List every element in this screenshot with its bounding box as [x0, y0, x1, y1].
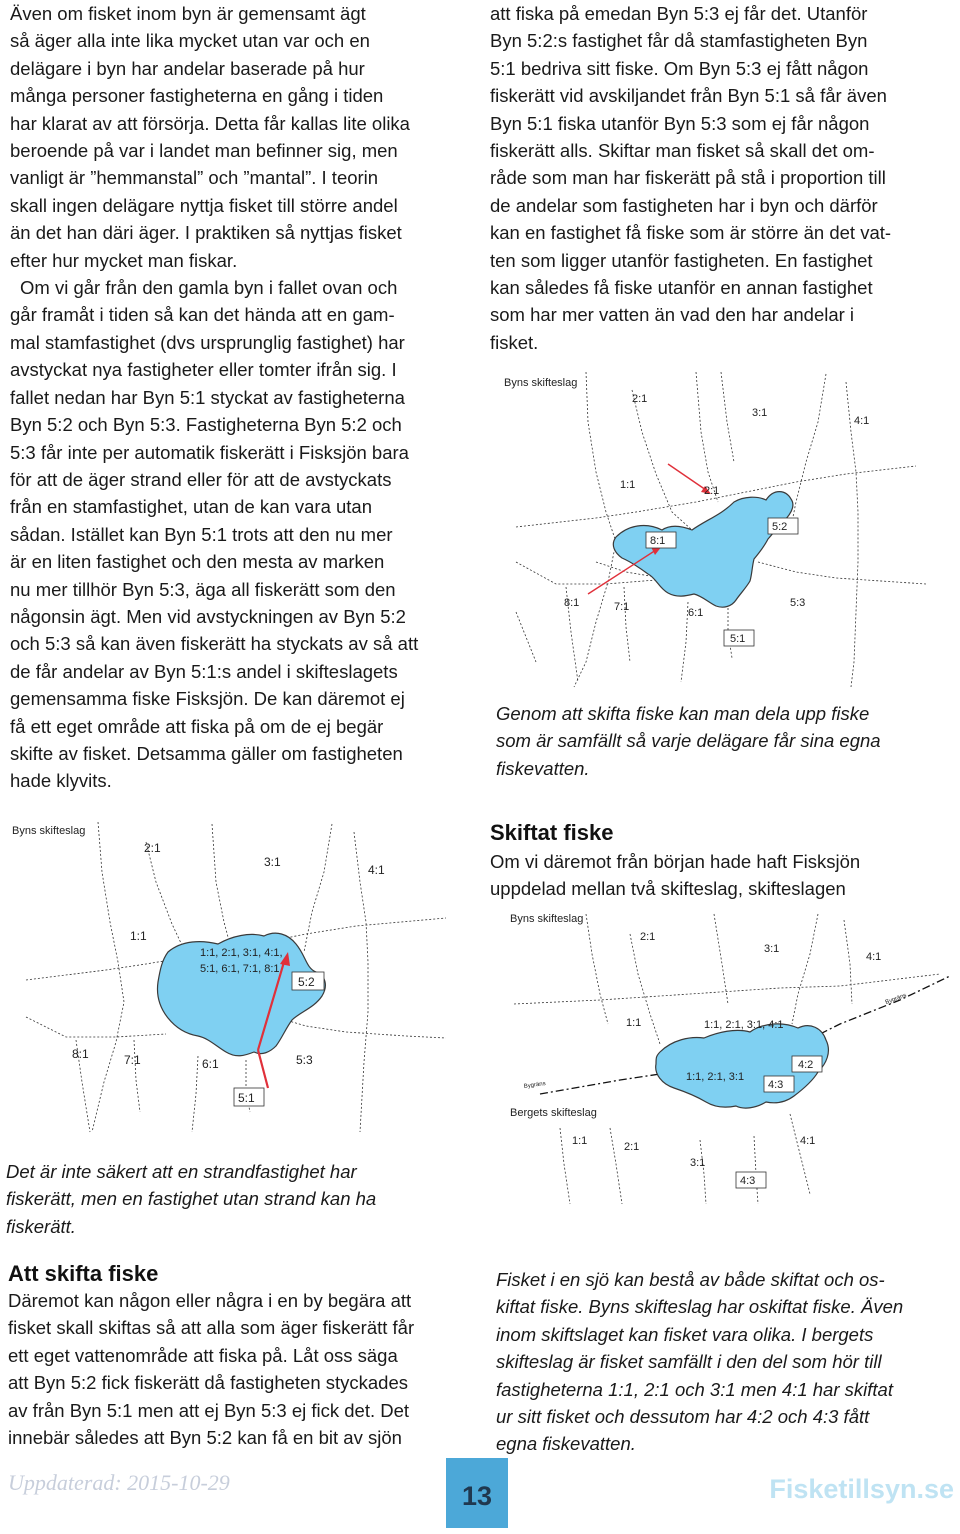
section-heading: Skiftat fiske	[490, 820, 614, 845]
right-line: kan således få fiske utanför en annan fastighet	[490, 277, 873, 299]
left-line: nu mer tillhör Byn 5:3, äga all fiskerätt som den	[10, 578, 396, 600]
right-line: Byn 5:2:s fastighet får då stamfastigheten Byn	[490, 30, 868, 52]
updated-date: Uppdaterad: 2015-10-29	[8, 1470, 230, 1495]
parcel-label: 2:1	[624, 1141, 640, 1153]
left-line: från en stamfastighet, utan de kan vara utan	[10, 496, 373, 518]
caption-line: Fisket i en sjö kan bestå av både skiftat och os-	[496, 1269, 885, 1290]
parcel-label: 4:2	[798, 1059, 814, 1071]
right-line: fiskerätt alls. Skiftar man fisket så skall det om-	[490, 140, 875, 162]
section-body	[490, 848, 952, 903]
parcel-label: 6:1	[688, 607, 704, 619]
caption-line: inom skiftslaget kan fisket vara olika. I bergets	[496, 1323, 874, 1345]
caption-line: fiskevatten.	[496, 757, 590, 779]
arrow-line	[668, 464, 706, 490]
left-line: sådan. Istället kan Byn 5:1 trots att den nu mer	[10, 523, 393, 545]
parcel-label: 4:3	[740, 1175, 756, 1187]
map-diagram	[500, 904, 955, 1204]
caption-bottom-right	[496, 1266, 956, 1458]
body-line: Om vi däremot från början hade haft Fisksjön	[490, 851, 861, 872]
diagram-title: Bergets skifteslag	[510, 1107, 597, 1119]
parcel-label: 3:1	[690, 1157, 706, 1169]
left-line: Även om fisket inom byn är gemensamt ägt	[10, 3, 366, 24]
parcel-label: 5:1	[730, 633, 746, 645]
diagram-title: Byns skifteslag	[510, 913, 584, 925]
parcel-label: 5:2	[772, 521, 788, 533]
figure-top-right	[496, 362, 956, 687]
right-line: att fiska på emedan Byn 5:3 ej får det. Utanför	[490, 3, 868, 24]
diagram-title: Byns skifteslag	[12, 825, 86, 837]
parcel-label: 1:1	[626, 1017, 642, 1029]
figure-bottom-right	[500, 904, 955, 1204]
body-line: av från Byn 5:1 men att ej Byn 5:3 ej fick det. Det	[8, 1399, 410, 1421]
caption-line: som är samfällt så varje delägare får sina egna	[496, 730, 881, 752]
caption-top-right	[496, 700, 956, 782]
left-line: många personer fastigheterna en gång i tiden	[10, 85, 384, 107]
right-line: som har mer vatten än vad den har andelar i	[490, 304, 855, 326]
parcel-label: 8:1	[564, 597, 580, 609]
parcel-label: 2:1	[640, 931, 656, 943]
parcel-label: 1:1, 2:1, 3:1, 4:1	[704, 1019, 784, 1031]
caption-line: ur sitt fisket och dessutom har 4:2 och 4:3 fått	[496, 1406, 870, 1428]
left-line: 5:3 får inte per automatik fiskerätt i Fisksjön bara	[10, 441, 409, 463]
body-line: uppdelad mellan två skifteslag, skifteslagen	[490, 878, 846, 900]
left-line: mal stamfastighet (dvs ursprunglig fastighet) har	[10, 331, 405, 353]
left-line: hade klyvits.	[10, 770, 112, 792]
caption-line: egna fiskevatten.	[496, 1433, 636, 1455]
right-line: fiskerätt vid avskiljandet från Byn 5:1 så får även	[490, 85, 887, 107]
body-line: ett eget vattenområde att fiska på. Låt oss säga	[8, 1344, 398, 1366]
left-line: vanligt är ”hemmanstal” och ”mantal”. I teorin	[10, 167, 379, 189]
left-line: Om vi går från den gamla byn i fallet ovan och	[20, 277, 398, 299]
left-line: Byn 5:2 och Byn 5:3. Fastigheterna Byn 5:2 och	[10, 414, 402, 436]
left-line: fallet nedan har Byn 5:1 styckat av fastigheterna	[10, 386, 405, 408]
right-column-text	[490, 0, 950, 356]
parcel-label: 5:2	[298, 975, 315, 989]
right-line: 5:1 bedriva sitt fiske. Om Byn 5:3 ej fått någon	[490, 57, 869, 79]
parcel-label: 3:1	[264, 855, 281, 869]
parcel-label: 1:1, 2:1, 3:1, 4:1,	[200, 947, 283, 959]
page-number: 13	[446, 1458, 508, 1528]
left-line: skall ingen delägare nyttja fisket till större andel	[10, 194, 398, 216]
caption-line: fiskerätt.	[6, 1215, 76, 1237]
caption-line: fiskerätt, men en fastighet utan strand kan ha	[6, 1188, 377, 1210]
parcel-label: 4:1	[854, 415, 870, 427]
caption-line: Genom att skifta fiske kan man dela upp fiske	[496, 703, 870, 724]
boundary-label: Bygräns	[523, 1080, 547, 1090]
left-line: för att de äger strand eller för att de avstyckats	[10, 468, 392, 490]
parcel-label: 1:1	[620, 479, 636, 491]
parcel-label: 1:1	[130, 929, 147, 943]
map-diagram	[496, 362, 956, 687]
right-line: de andelar som fastigheten har i byn och därför	[490, 194, 878, 216]
caption-line: fastigheterna 1:1, 2:1 och 3:1 men 4:1 har skiftat	[496, 1378, 893, 1400]
body-line: Däremot kan någon eller några i en by begära att	[8, 1290, 412, 1311]
caption-left	[6, 1158, 466, 1240]
left-line: så äger alla inte lika mycket utan var och en	[10, 30, 370, 52]
left-line: få ett eget område att fiska på om de ej begär	[10, 715, 384, 737]
section-heading: Att skifta fiske	[8, 1261, 159, 1286]
caption-line: Det är inte säkert att en strandfastighet har	[6, 1161, 357, 1182]
parcel-label: 3:1	[764, 943, 780, 955]
figure-left	[6, 812, 461, 1142]
right-line: fisket.	[490, 331, 539, 353]
parcel-label: 3:1	[752, 407, 768, 419]
parcel-label: 4:1	[800, 1135, 816, 1147]
body-line: fisket skall skiftas så att alla som äger fiskerätt får	[8, 1317, 415, 1339]
parcel-label: 1:1, 2:1, 3:1	[686, 1071, 745, 1083]
caption-line: skifteslag är fisket samfällt i den del som hör till	[496, 1351, 882, 1373]
left-column-text	[10, 0, 472, 795]
left-line: och 5:3 så kan även fiskerätt ha styckats av så att	[10, 633, 419, 655]
left-line: går framåt i tiden så kan det hända att en gam-	[10, 304, 395, 326]
left-line: avstyckat nya fastigheter eller tomter ifrån sig. I	[10, 359, 397, 381]
body-line: innebär således att Byn 5:2 kan få en bit av sjön	[8, 1427, 402, 1449]
left-line: de får andelar av Byn 5:1:s andel i skifteslagets	[10, 660, 398, 682]
parcel-label: 7:1	[614, 601, 630, 613]
parcel-label: 6:1	[202, 1057, 219, 1071]
right-line: ten som ligger utanför fastigheten. En fastighet	[490, 249, 873, 271]
left-line: än det han däri äger. I praktiken så nyttjas fisket	[10, 222, 402, 244]
left-line: efter hur mycket man fiskar.	[10, 249, 238, 271]
map-diagram	[6, 812, 461, 1142]
right-line: kan en fastighet få fiske som är större än det vat-	[490, 222, 892, 244]
parcel-label: 5:3	[790, 597, 806, 609]
parcel-label: 5:1	[238, 1091, 255, 1105]
body-line: att Byn 5:2 fick fiskerätt då fastigheten styckades	[8, 1372, 409, 1394]
left-line: är en liten fastighet och den mesta av marken	[10, 551, 385, 573]
parcel-label: 1:1	[572, 1135, 588, 1147]
lake-shape	[613, 492, 793, 608]
right-line: råde som man har fiskerätt på stå i proportion till	[490, 167, 886, 189]
parcel-label: 2:1	[632, 393, 648, 405]
left-line: gemensamma fiske Fisksjön. De kan däremot ej	[10, 688, 405, 710]
parcel-label: 7:1	[124, 1053, 141, 1067]
parcel-label: 4:3	[768, 1079, 784, 1091]
parcel-label: 2:1	[144, 841, 161, 855]
right-line: Byn 5:1 fiska utanför Byn 5:3 som ej får någon	[490, 112, 870, 134]
site-brand: Fisketillsyn.se	[769, 1474, 954, 1504]
left-line: någonsin ägt. Men vid avstyckningen av Byn 5:2	[10, 605, 406, 627]
left-line: har klarat av att försörja. Detta får kallas lite olika	[10, 112, 410, 134]
caption-line: kiftat fiske. Byns skifteslag har oskiftat fiske. Även	[496, 1296, 904, 1318]
left-line: delägare i byn har andelar baserade på hur	[10, 57, 365, 79]
arrow-line	[258, 1050, 268, 1088]
parcel-label: 4:1	[368, 863, 385, 877]
parcel-label: 4:1	[866, 951, 882, 963]
boundary-label: Bygräns	[884, 992, 908, 1006]
left-line: beroende på var i landet man befinner sig, men	[10, 140, 398, 162]
left-line: skifte av fisket. Detsamma gäller om fastigheten	[10, 742, 403, 764]
parcel-label: 5:3	[296, 1053, 313, 1067]
parcel-label: 2:1	[704, 485, 720, 497]
section-body	[8, 1287, 470, 1451]
parcel-label: 5:1, 6:1, 7:1, 8:1	[200, 963, 280, 975]
parcel-label: 8:1	[72, 1047, 89, 1061]
parcel-label: 8:1	[650, 535, 666, 547]
diagram-title: Byns skifteslag	[504, 377, 578, 389]
